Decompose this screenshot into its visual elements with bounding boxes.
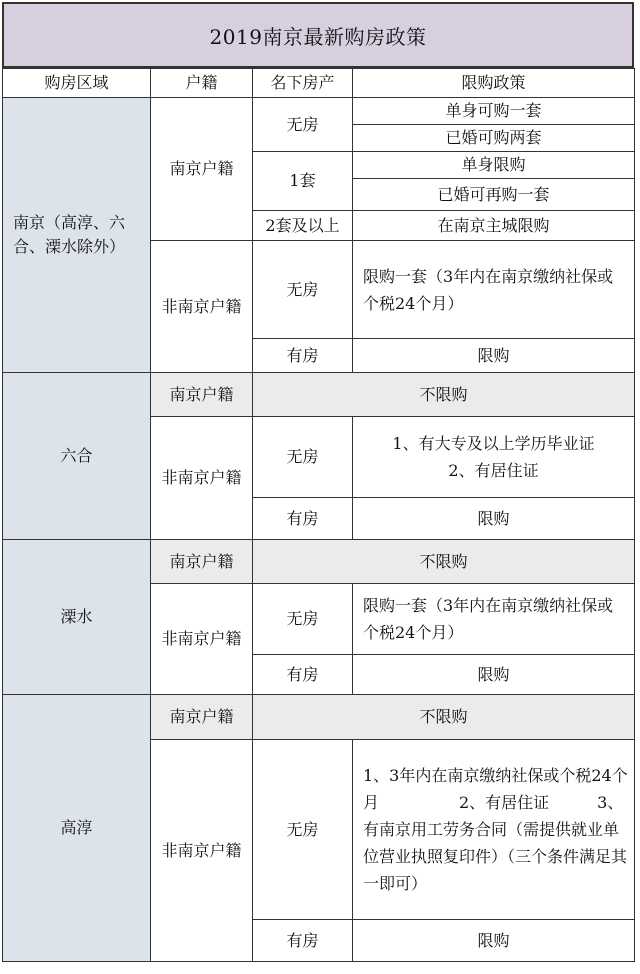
policy-limited: 限购 bbox=[353, 339, 635, 373]
hukou-nonlocal-nanjing: 非南京户籍 bbox=[151, 241, 253, 373]
hukou-local-lishui: 南京户籍 bbox=[151, 540, 253, 584]
property-none: 无房 bbox=[253, 417, 353, 498]
property-has-house: 有房 bbox=[253, 655, 353, 695]
property-has-house: 有房 bbox=[253, 920, 353, 962]
header-region: 购房区域 bbox=[3, 69, 151, 98]
policy-conditions: 1、3年内在南京缴纳社保或个税24个月 2、有居住证 3、有南京用工劳务合同（需提供就业单位营业执照复印件）（三个条件满足其一即可） bbox=[353, 740, 635, 920]
policy-table bbox=[2, 68, 635, 962]
table-row bbox=[3, 373, 635, 417]
condition-1: 1、有大专及以上学历毕业证 bbox=[392, 434, 595, 453]
region-nanjing: 南京（高淳、六合、溧水除外） bbox=[3, 98, 151, 373]
property-one-set: 1套 bbox=[253, 152, 353, 211]
table-row bbox=[3, 98, 635, 125]
header-policy: 限购政策 bbox=[353, 69, 635, 98]
hukou-nonlocal-gaochun: 非南京户籍 bbox=[151, 740, 253, 962]
property-none: 无房 bbox=[253, 584, 353, 655]
region-gaochun: 高淳 bbox=[3, 695, 151, 962]
property-has-house: 有房 bbox=[253, 498, 353, 540]
policy-married-two: 已婚可购两套 bbox=[353, 125, 635, 152]
header-hukou: 户籍 bbox=[151, 69, 253, 98]
policy-limit-one-set: 限购一套（3年内在南京缴纳社保或个税24个月） bbox=[353, 241, 635, 339]
policy-unlimited: 不限购 bbox=[253, 540, 635, 584]
hukou-nonlocal-lishui: 非南京户籍 bbox=[151, 584, 253, 695]
policy-limited: 限购 bbox=[353, 920, 635, 962]
table-row bbox=[3, 540, 635, 584]
region-luhe: 六合 bbox=[3, 373, 151, 540]
policy-unlimited: 不限购 bbox=[253, 373, 635, 417]
region-lishui: 溧水 bbox=[3, 540, 151, 695]
hukou-local-luhe: 南京户籍 bbox=[151, 373, 253, 417]
table-header-row bbox=[3, 69, 635, 98]
hukou-nonlocal-luhe: 非南京户籍 bbox=[151, 417, 253, 540]
page-title: 2019南京最新购房政策 bbox=[2, 2, 634, 68]
policy-unlimited: 不限购 bbox=[253, 695, 635, 740]
hukou-local-nanjing: 南京户籍 bbox=[151, 98, 253, 241]
property-none: 无房 bbox=[253, 241, 353, 339]
policy-limited: 限购 bbox=[353, 498, 635, 540]
table-row bbox=[3, 695, 635, 740]
policy-single-one: 单身可购一套 bbox=[353, 98, 635, 125]
hukou-local-gaochun: 南京户籍 bbox=[151, 695, 253, 740]
policy-limited: 限购 bbox=[353, 655, 635, 695]
property-none: 无房 bbox=[253, 98, 353, 152]
policy-single-limited: 单身限购 bbox=[353, 152, 635, 179]
policy-limit-one-set: 限购一套（3年内在南京缴纳社保或个税24个月） bbox=[353, 584, 635, 655]
policy-main-city-limit: 在南京主城限购 bbox=[353, 211, 635, 241]
property-has-house: 有房 bbox=[253, 339, 353, 373]
property-none: 无房 bbox=[253, 740, 353, 920]
property-two-plus: 2套及以上 bbox=[253, 211, 353, 241]
policy-married-one-more: 已婚可再购一套 bbox=[353, 179, 635, 211]
policy-conditions bbox=[353, 417, 635, 498]
header-property: 名下房产 bbox=[253, 69, 353, 98]
condition-2: 2、有居住证 bbox=[448, 461, 539, 480]
